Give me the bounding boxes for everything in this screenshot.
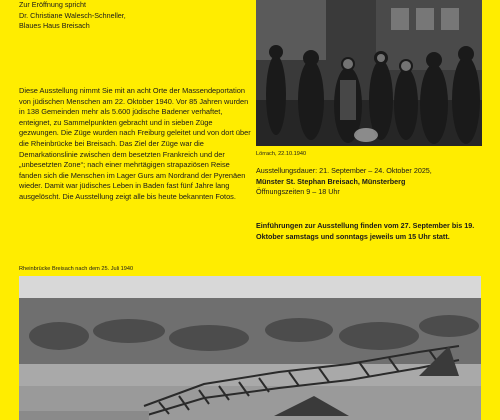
opening-line-1: Zur Eröffnung spricht bbox=[19, 0, 86, 9]
exhibition-duration: Ausstellungsdauer: 21. September – 24. Oktober 2025, bbox=[256, 166, 432, 175]
photo-caption-rhine-bridge: Rheinbrücke Breisach nach dem 25. Juli 1940 bbox=[19, 266, 134, 272]
photo-caption-loerrach: Lörrach, 22.10.1940 bbox=[256, 151, 307, 157]
rhine-bridge-photo bbox=[19, 276, 481, 420]
opening-speaker-block bbox=[19, 0, 239, 32]
opening-hours: Öffnungszeiten 9 – 18 Uhr bbox=[256, 187, 340, 197]
deportation-photo-loerrach bbox=[256, 0, 482, 146]
exhibition-description: Diese Ausstellung nimmt Sie mit an acht Orte der Massendeportation von jüdischen Menschen am 22. Oktober 1940. Vor 85 Jahren wurden in 138 Gemeinden mehr als 5.600 jüdische Badener verhaftet, enteignet, zu Sammelpunkten gebracht und in sieben Züge gezwungen. Die Züge wurden nach Freiburg geleitet und von dort über die Rheinbrücke bei Breisach. Das Ziel der Züge war die Demarkationslinie zwischen dem besetzten Frankreich und der „unbesetzten Zone“; nach einer mehrtägigen strapaziösen Reise fanden sich die Menschen im Lager Gurs am Nordrand der Pyrenäen wieder. Damit war jüdisches Leben in Baden fast fünf Jahre lang ausgelöscht. Die Ausstellung zeigt alle bis heute bekannten Fotos. bbox=[19, 86, 251, 201]
opening-line-3: Blaues Haus Breisach bbox=[19, 21, 90, 31]
exhibition-info bbox=[256, 166, 492, 198]
exhibition-venue: Münster St. Stephan Breisach, Münsterberg bbox=[256, 176, 406, 186]
rhine-bridge-illustration bbox=[19, 276, 481, 420]
guided-tours-note: Einführungen zur Ausstellung finden vom 27. September bis 19. Oktober samstags und sonntags jeweils um 15 Uhr statt. bbox=[256, 221, 475, 241]
opening-line-2: Dr. Christiane Walesch-Schneller, bbox=[19, 10, 126, 20]
deportation-photo-illustration bbox=[256, 0, 482, 146]
